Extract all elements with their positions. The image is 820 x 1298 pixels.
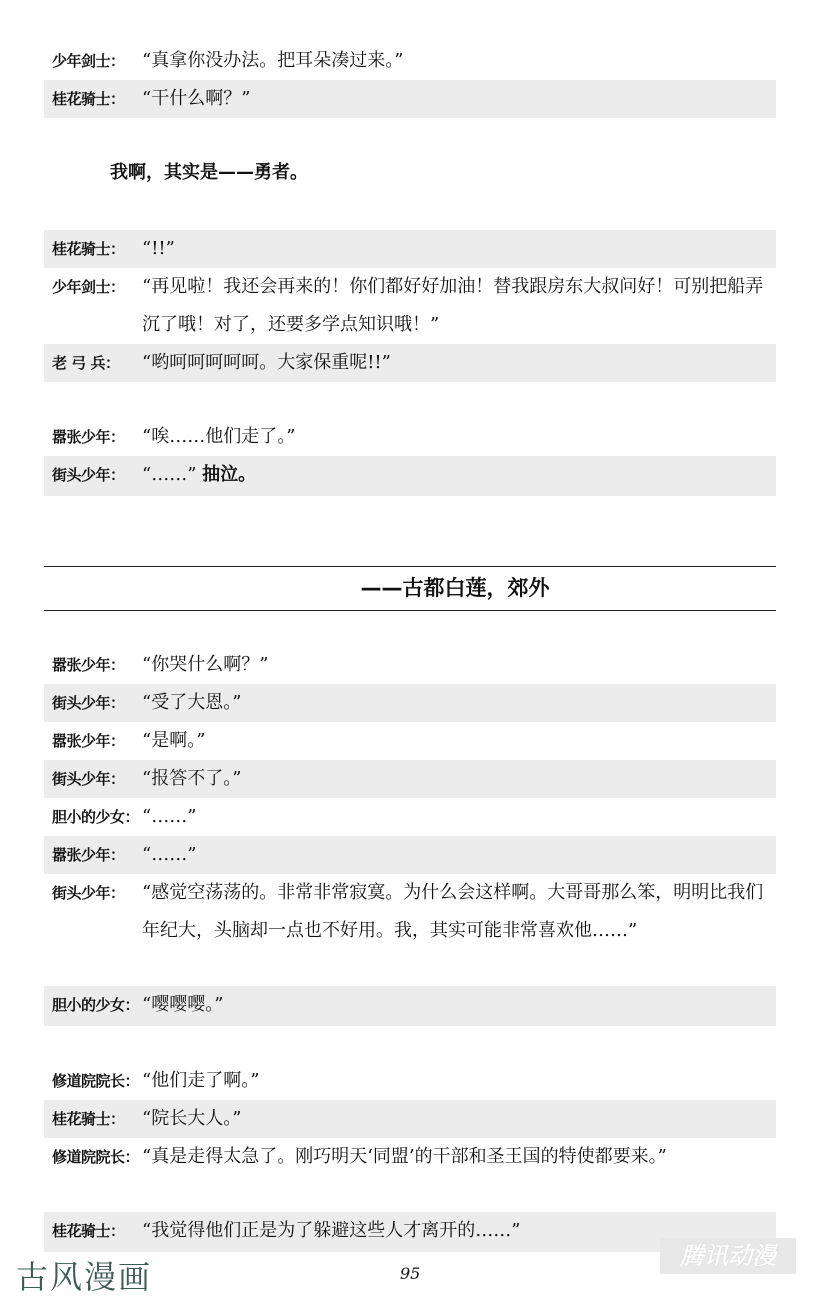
speaker: 街头少年： <box>52 466 125 484</box>
speaker: 修道院院长： <box>52 1148 140 1166</box>
watermark: 腾讯动漫 <box>660 1238 796 1274</box>
dialogue-line <box>44 684 776 722</box>
line-text: “真是走得太急了。刚巧明天‘同盟’的干部和圣王国的特使都要来。” <box>142 1146 667 1167</box>
narration-aside: 我啊，其实是——勇者。 <box>110 162 308 183</box>
dialogue-line <box>44 1100 776 1138</box>
speaker: 嚣张少年： <box>52 732 125 750</box>
speaker: 街头少年： <box>52 770 125 788</box>
speaker: 老 弓 兵： <box>52 354 120 372</box>
dialogue-line <box>44 456 776 496</box>
line-text: “院长大人。” <box>142 1108 242 1129</box>
dialogue-line <box>44 986 776 1026</box>
line-text: “再见啦！我还会再来的！你们都好好加油！替我跟房东大叔问好！可别把船弄沉了哦！对了，还要多学点知识哦！” <box>142 276 764 335</box>
line-text: “报答不了。” <box>142 768 242 789</box>
speaker: 胆小的少女： <box>52 996 140 1014</box>
line-text: “真拿你没办法。把耳朵凑过来。” <box>142 50 404 71</box>
line-text: “……” <box>142 844 197 865</box>
line-text: “他们走了啊。” <box>142 1070 260 1091</box>
dialogue-line <box>44 836 776 874</box>
line-text: “唉……他们走了。” <box>142 426 296 447</box>
dialogue-line <box>44 80 776 118</box>
speaker: 桂花骑士： <box>52 90 125 108</box>
speaker: 嚣张少年： <box>52 656 125 674</box>
line-text: “……” <box>142 464 197 485</box>
dialogue-line <box>44 418 776 456</box>
line-content <box>142 456 768 494</box>
speaker: 桂花骑士： <box>52 240 125 258</box>
dialogue-line <box>44 1062 776 1100</box>
speaker: 修道院院长： <box>52 1072 140 1090</box>
dialogue-line <box>44 1138 776 1176</box>
dialogue-line <box>44 798 776 836</box>
action-text: 抽泣。 <box>202 464 257 485</box>
line-text: “哟呵呵呵呵呵。大家保重呢!!” <box>142 352 391 373</box>
publisher-logo: 古风漫画 <box>16 1258 153 1296</box>
line-text: “我觉得他们正是为了躲避这些人才离开的……” <box>142 1220 521 1241</box>
dialogue-line <box>44 722 776 760</box>
line-text: “嘤嘤嘤。” <box>142 994 224 1015</box>
speaker: 少年剑士： <box>52 52 125 70</box>
dialogue-line <box>44 268 776 344</box>
dialogue-line <box>44 760 776 798</box>
dialogue-line <box>44 42 776 80</box>
dialogue-line <box>44 230 776 268</box>
speaker: 街头少年： <box>52 884 125 902</box>
line-text: “受了大恩。” <box>142 692 242 713</box>
speaker: 桂花骑士： <box>52 1110 125 1128</box>
line-text: “……” <box>142 806 197 827</box>
section-heading: ——古都白莲，郊外 <box>360 576 550 600</box>
line-text: “干什么啊？” <box>142 88 251 109</box>
speaker: 嚣张少年： <box>52 428 125 446</box>
heading-rule-bottom <box>44 610 776 611</box>
line-text: “!!” <box>142 238 175 259</box>
line-text: “你哭什么啊？” <box>142 654 269 675</box>
speaker: 街头少年： <box>52 694 125 712</box>
heading-rule-top <box>44 566 776 567</box>
dialogue-line <box>44 874 776 950</box>
dialogue-line <box>44 344 776 382</box>
dialogue-line <box>44 646 776 684</box>
page-number: 95 <box>400 1264 421 1283</box>
speaker: 嚣张少年： <box>52 846 125 864</box>
line-text: “是啊。” <box>142 730 206 751</box>
speaker: 胆小的少女： <box>52 808 140 826</box>
speaker: 少年剑士： <box>52 278 125 296</box>
speaker: 桂花骑士： <box>52 1222 125 1240</box>
line-text: “感觉空荡荡的。非常非常寂寞。为什么会这样啊。大哥哥那么笨，明明比我们年纪大，头脑却一点也不好用。我，其实可能非常喜欢他……” <box>142 882 764 941</box>
